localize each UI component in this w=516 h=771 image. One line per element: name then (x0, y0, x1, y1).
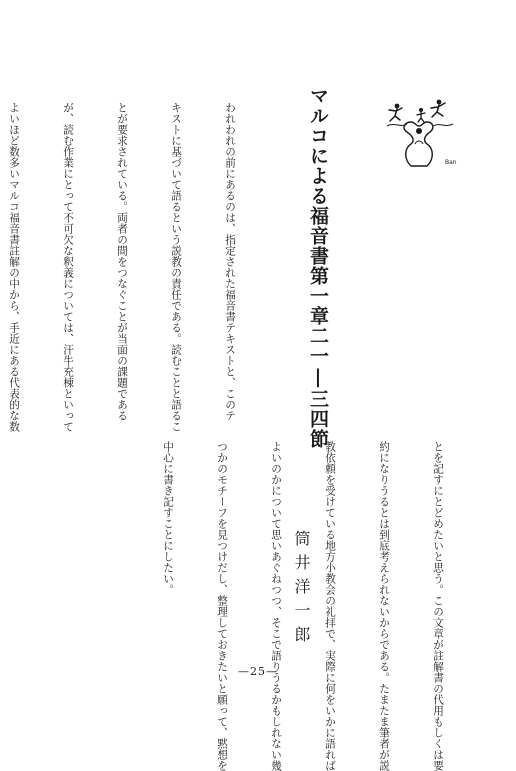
body-line: よいほど数多いマルコ福音書註解の中から、手近にある代表的な数 (8, 102, 20, 432)
body-text-upper (8, 102, 275, 432)
body-line: とが要求されている。両者の間をつなぐことが当面の課題である (116, 102, 128, 421)
article-title: マルコによる福音書第一章二一|三四節 (307, 86, 329, 449)
page-number: —25— (238, 665, 278, 678)
illustration-signature: Ban (445, 159, 457, 166)
figures-illustration-icon (385, 96, 460, 168)
body-line: われわれの前にあるのは、指定された福音書テキストと、このテ (224, 102, 236, 421)
body-line: キストに基づいて語るという説教の責任である。読むことと語るこ (170, 102, 182, 432)
author-name: 筒井洋一郎 (292, 530, 311, 650)
body-line: よいのかについて思いあぐねつつ、そこで語りうるかもしれない幾 (270, 441, 282, 771)
body-line: とを記すにとどめたいと思う。この文章が註解書の代用もしくは要 (432, 441, 444, 771)
body-line: が、読む作業にとって不可欠な釈義については、汗牛充棟といって (62, 102, 74, 432)
body-line: 中心に書き記すことにしたい。 (162, 441, 174, 595)
body-line: 教依頼を受けている地方小教会の礼拝で、実際に何をいかに語れば (324, 441, 336, 771)
body-line: つかのモチーフを見つけだし、整理しておきたいと願って、黙想を (216, 441, 228, 771)
illustration-figures-icon (385, 96, 460, 168)
body-line: 約になりうるとは到底考えられないからである。たまたま筆者が説 (378, 441, 390, 771)
